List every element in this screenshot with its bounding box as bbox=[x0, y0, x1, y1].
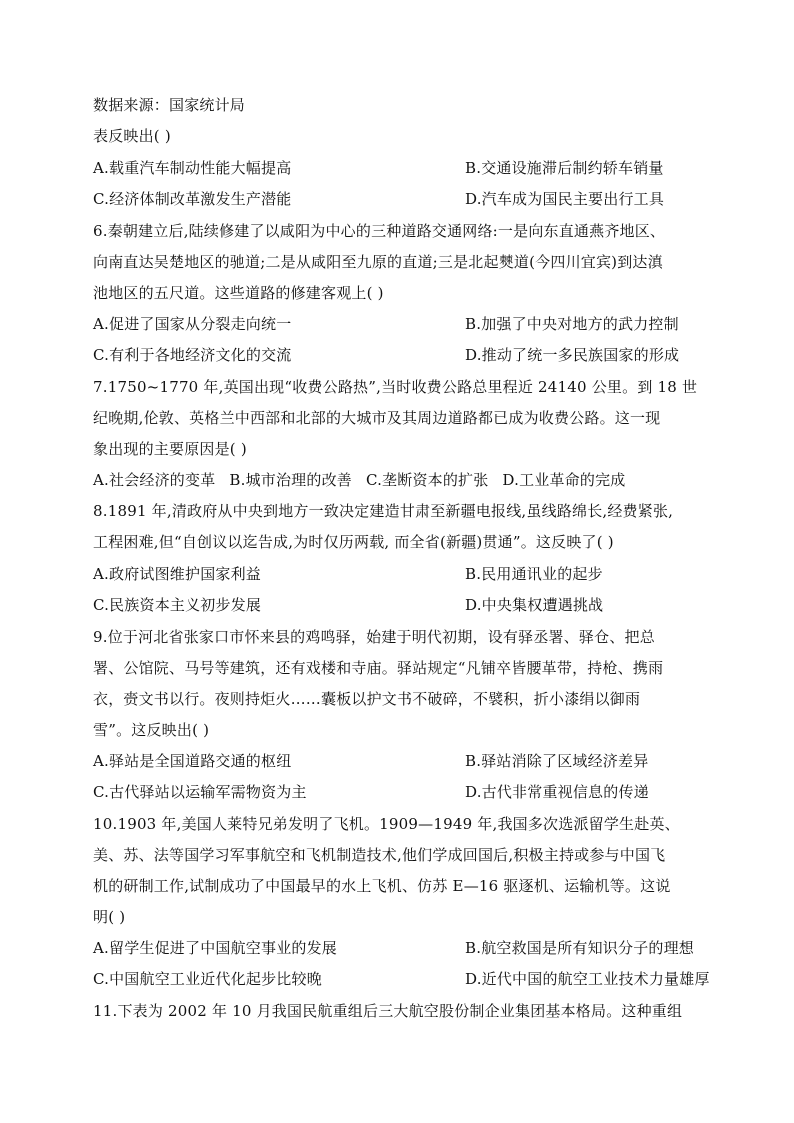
q9-option-d[interactable]: D.古代非常重视信息的传递 bbox=[465, 783, 649, 801]
q6-stem-line: 池地区的五尺道。这些道路的修建客观上( ) bbox=[93, 284, 384, 302]
q9-stem-line: 衣，赍文书以行。夜则持炬火……囊板以护文书不破碎，不襞积，折小漆绢以御雨 bbox=[93, 690, 641, 708]
q6-option-d[interactable]: D.推动了统一多民族国家的形成 bbox=[465, 346, 680, 364]
q8-option-b[interactable]: B.民用通讯业的起步 bbox=[465, 565, 603, 583]
q10-stem-line: 美、苏、法等国学习军事航空和飞机制造技术,他们学成回国后,积极主持或参与中国飞 bbox=[93, 846, 666, 864]
q9-option-b[interactable]: B.驿站消除了区域经济差异 bbox=[465, 752, 649, 770]
q6-option-b[interactable]: B.加强了中央对地方的武力控制 bbox=[465, 315, 679, 333]
q7-stem-line: 象出现的主要原因是( ) bbox=[93, 440, 247, 458]
q5-options-row-2 bbox=[93, 186, 665, 212]
q9-stem-line: 雪”。这反映出( ) bbox=[93, 721, 210, 739]
q5-option-a[interactable]: A.载重汽车制动性能大幅提高 bbox=[93, 159, 292, 177]
q11-stem-line: 11.下表为 2002 年 10 月我国民航重组后三大航空股份制企业集团基本格局。这种重组 bbox=[93, 1002, 683, 1020]
q7-option-c[interactable]: C.垄断资本的扩张 bbox=[365, 471, 489, 489]
q6-stem-line: 6.秦朝建立后,陆续修建了以咸阳为中心的三种道路交通网络:一是向东直通燕齐地区、 bbox=[93, 222, 666, 240]
q7-option-b[interactable]: B.城市治理的改善 bbox=[229, 471, 352, 489]
q10-stem-line: 明( ) bbox=[93, 908, 126, 926]
q7-stem-line: 纪晚期,伦敦、英格兰中西部和北部的大城市及其周边道路都已成为收费公路。这一现 bbox=[93, 409, 661, 427]
q6-stem-line: 向南直达吴楚地区的驰道;二是从咸阳至九原的直道;三是北起僰道(今四川宜宾)到达滇 bbox=[93, 253, 663, 271]
q10-stem-line: 10.1903 年,美国人莱特兄弟发明了飞机。1909—1949 年,我国多次选派留学生赴英、 bbox=[93, 815, 680, 833]
q6-options-row-1 bbox=[93, 311, 679, 337]
q7-stem-line: 7.1750~1770 年,英国出现“收费公路热”,当时收费公路总里程近 24140 公里。到 18 世 bbox=[93, 378, 698, 396]
q6-option-a[interactable]: A.促进了国家从分裂走向统一 bbox=[93, 315, 292, 333]
q5-option-c[interactable]: C.经济体制改革激发生产潜能 bbox=[93, 190, 292, 208]
q10-option-b[interactable]: B.航空救国是所有知识分子的理想 bbox=[465, 939, 694, 957]
q9-options-row-2 bbox=[93, 779, 649, 805]
q7-option-a[interactable]: A.社会经济的变革 bbox=[93, 471, 216, 489]
q10-stem-line: 机的研制工作,试制成功了中国最早的水上飞机、仿苏 E—16 驱逐机、运输机等。这说 bbox=[93, 877, 671, 895]
q9-option-c[interactable]: C.古代驿站以运输军需物资为主 bbox=[93, 783, 307, 801]
q8-stem-line: 8.1891 年,清政府从中央到地方一致决定建造甘肃至新疆电报线,虽线路绵长,经费紧张, bbox=[93, 502, 674, 520]
q8-option-c[interactable]: C.民族资本主义初步发展 bbox=[93, 596, 262, 614]
q7-options-row bbox=[93, 467, 634, 493]
q8-option-a[interactable]: A.政府试图维护国家利益 bbox=[93, 565, 262, 583]
q10-option-d[interactable]: D.近代中国的航空工业技术力量雄厚 bbox=[465, 970, 710, 988]
q7-option-d[interactable]: D.工业革命的完成 bbox=[502, 471, 626, 489]
q5-option-b[interactable]: B.交通设施滞后制约轿车销量 bbox=[465, 159, 664, 177]
q6-options-row-2 bbox=[93, 342, 680, 368]
q8-options-row-1 bbox=[93, 561, 603, 587]
q9-options-row-1 bbox=[93, 748, 649, 774]
q8-options-row-2 bbox=[93, 592, 604, 618]
q5-stem-end: 表反映出( ) bbox=[93, 127, 171, 145]
q6-option-c[interactable]: C.有利于各地经济文化的交流 bbox=[93, 346, 292, 364]
q10-options-row-1 bbox=[93, 935, 694, 961]
data-source-line: 数据来源：国家统计局 bbox=[93, 96, 246, 114]
q5-option-d[interactable]: D.汽车成为国民主要出行工具 bbox=[465, 190, 665, 208]
q5-options-row-1 bbox=[93, 155, 664, 181]
q9-option-a[interactable]: A.驿站是全国道路交通的枢纽 bbox=[93, 752, 292, 770]
q10-option-c[interactable]: C.中国航空工业近代化起步比较晚 bbox=[93, 970, 322, 988]
q9-stem-line: 9.位于河北省张家口市怀来县的鸡鸣驿，始建于明代初期，设有驿丞署、驿仓、把总 bbox=[93, 628, 655, 646]
q9-stem-line: 署、公馆院、马号等建筑，还有戏楼和寺庙。驿站规定“凡铺卒皆腰革带，持枪、携雨 bbox=[93, 659, 664, 677]
q8-stem-line: 工程困难,但“自创议以迄告成,为时仅历两载, 而全省(新疆)贯通”。这反映了( ) bbox=[93, 533, 614, 551]
q10-options-row-2 bbox=[93, 966, 710, 992]
q8-option-d[interactable]: D.中央集权遭遇挑战 bbox=[465, 596, 604, 614]
q10-option-a[interactable]: A.留学生促进了中国航空事业的发展 bbox=[93, 939, 338, 957]
